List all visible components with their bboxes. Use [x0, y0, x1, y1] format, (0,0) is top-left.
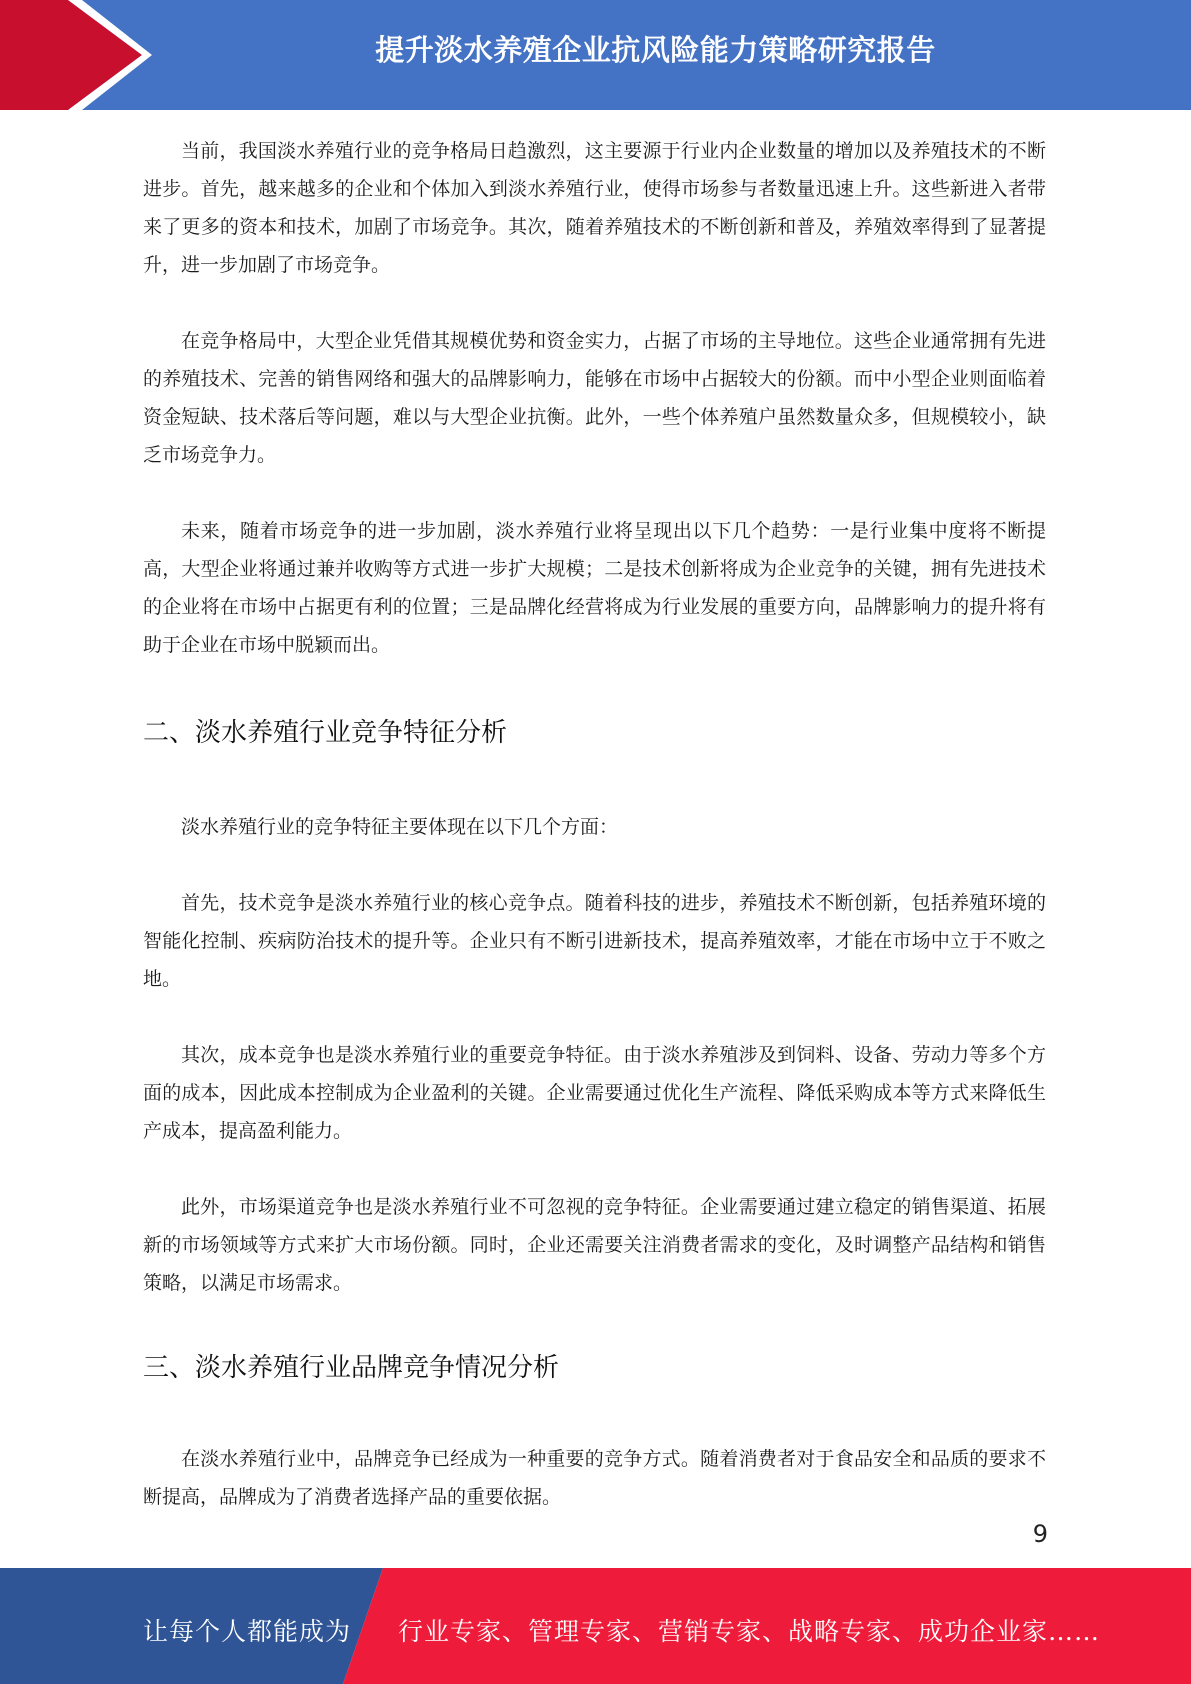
section-heading-brand-competition: 三、淡水养殖行业品牌竞争情况分析 — [143, 1353, 560, 1383]
report-title: 提升淡水养殖企业抗风险能力策略研究报告 — [375, 33, 936, 67]
paragraph: 其次，成本竞争也是淡水养殖行业的重要竞争特征。由于淡水养殖涉及到饲料、设备、劳动力等多个方面的成本，因此成本控制成为企业盈利的关键。企业需要通过优化生产流程、降低采购成本等方式来降低生产成本，提高盈利能力。 — [143, 1044, 1046, 1142]
paragraph: 在淡水养殖行业中，品牌竞争已经成为一种重要的竞争方式。随着消费者对于食品安全和品质的要求不断提高，品牌成为了消费者选择产品的重要依据。 — [143, 1448, 1046, 1508]
paragraph: 此外，市场渠道竞争也是淡水养殖行业不可忽视的竞争特征。企业需要通过建立稳定的销售渠道、拓展新的市场领域等方式来扩大市场份额。同时，企业还需要关注消费者需求的变化，及时调整产品结构和销售策略，以满足市场需求。 — [143, 1196, 1046, 1294]
page-number: 9 — [1032, 1520, 1048, 1548]
page-header — [0, 0, 1191, 110]
paragraph: 淡水养殖行业的竞争特征主要体现在以下几个方面： — [181, 816, 619, 838]
paragraph: 首先，技术竞争是淡水养殖行业的核心竞争点。随着科技的进步，养殖技术不断创新，包括养殖环境的智能化控制、疾病防治技术的提升等。企业只有不断引进新技术，提高养殖效率，才能在市场中立于不败之地。 — [143, 892, 1046, 990]
section-heading-competition-features: 二、淡水养殖行业竞争特征分析 — [143, 718, 508, 748]
paragraph: 当前，我国淡水养殖行业的竞争格局日趋激烈，这主要源于行业内企业数量的增加以及养殖技术的不断进步。首先，越来越多的企业和个体加入到淡水养殖行业，使得市场参与者数量迅速上升。这些新进入者带来了更多的资本和技术，加剧了市场竞争。其次，随着养殖技术的不断创新和普及，养殖效率得到了显著提升，进一步加剧了市场竞争。 — [143, 140, 1046, 276]
paragraph: 未来，随着市场竞争的进一步加剧，淡水养殖行业将呈现出以下几个趋势：一是行业集中度将不断提高，大型企业将通过兼并收购等方式进一步扩大规模；二是技术创新将成为企业竞争的关键，拥有先进技术的企业将在市场中占据更有利的位置；三是品牌化经营将成为行业发展的重要方向，品牌影响力的提升将有助于企业在市场中脱颖而出。 — [143, 520, 1046, 656]
section3-body — [143, 1440, 1046, 1554]
footer-slogan-left: 让每个人都能成为 — [143, 1617, 352, 1646]
intro-section — [143, 132, 1046, 702]
footer-slogan-right: 行业专家、管理专家、营销专家、战略专家、成功企业家…… — [398, 1617, 1101, 1646]
paragraph: 在竞争格局中，大型企业凭借其规模优势和资金实力，占据了市场的主导地位。这些企业通常拥有先进的养殖技术、完善的销售网络和强大的品牌影响力，能够在市场中占据较大的份额。而中小型企业则面临着资金短缺、技术落后等问题，难以与大型企业抗衡。此外，一些个体养殖户虽然数量众多，但规模较小，缺乏市场竞争力。 — [143, 330, 1046, 466]
section2-body — [143, 808, 1046, 1340]
page-footer — [0, 1568, 1191, 1684]
